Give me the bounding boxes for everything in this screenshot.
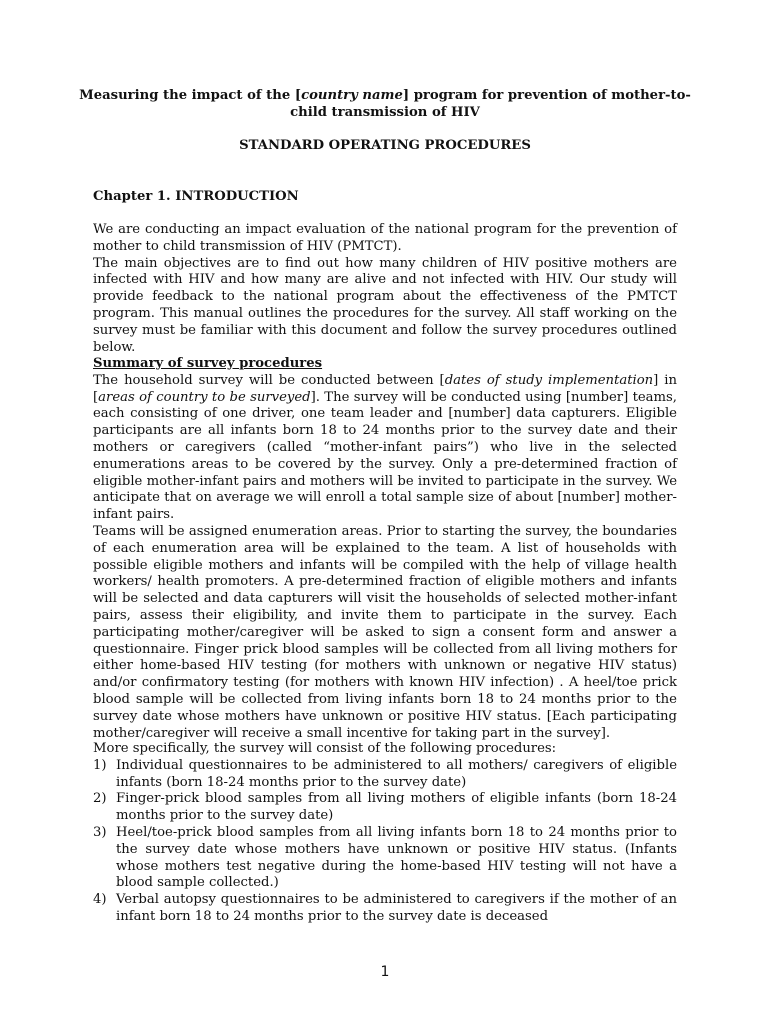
summary-text-3: ]. The survey will be conducted using [number] teams, each consisting of one driver, one team leader and [number] data capturers. Eligible participants are all infants born 18 to 24 months prior to the survey date and their mothers or caregivers (called “mother-infant pairs”) who live in the selected enumerations areas to be covered by the survey. Only a pre-determined fraction of eligible mother-infant pairs and mothers will be invited to participate in the survey. We anticipate that on average we will enroll a total sample size of about [number] mother-infant pairs.: [93, 389, 677, 523]
document-page: [79, 0, 691, 1024]
list-item-number: 3): [93, 824, 107, 840]
summary-dates-placeholder: dates of study implementation: [444, 372, 654, 388]
summary-text-2: ] in [: [93, 372, 677, 405]
list-item: [93, 825, 677, 892]
intro-paragraph-2: The main objectives are to find out how many children of HIV positive mothers are infected with HIV and how many are alive and not infected with HIV. Our study will provide feedback to the national program about the effectiveness of the PMTCT program. This manual outlines the procedures for the survey. All staff working on the survey must be familiar with this document and follow the survey procedures outlined below.: [93, 255, 677, 355]
title-text-end: ] program for prevention of mother-to-child transmission of HIV: [290, 88, 691, 120]
list-item: [93, 758, 677, 792]
list-item-text: Finger-prick blood samples from all living mothers of eligible infants (born 18-24 months prior to the survey date): [116, 791, 677, 824]
document-subtitle: STANDARD OPERATING PROCEDURES: [239, 138, 531, 153]
list-item: [93, 892, 677, 926]
title-text-start: Measuring the impact of the [: [79, 88, 302, 103]
summary-heading: Summary of survey procedures: [93, 356, 323, 371]
document-title: [63, 88, 707, 122]
procedures-list: [93, 758, 677, 926]
procedures-section: [93, 741, 677, 926]
teams-paragraph: Teams will be assigned enumeration areas. Prior to starting the survey, the boundaries of each enumeration area will be explained to the team. A list of households with possible eligible mothers and infants will be compiled with the help of village health workers/ health promoters. A pre-determined fraction of eligible mothers and infants will be selected and data capturers will visit the households of selected mother-infant pairs, assess their eligibility, and invite them to participate in the survey. Each participating mother/caregiver will be asked to sign a consent form and answer a questionnaire. Finger prick blood samples will be collected from all living mothers for either home-based HIV testing (for mothers with unknown or negative HIV status) and/or confirmatory testing (for mothers with known HIV infection) . A heel/toe prick blood sample will be collected from living infants born 18 to 24 months prior to the survey date whose mothers have unknown or positive HIV status. [Each participating mother/caregiver will receive a small incentive for taking part in the survey].: [93, 524, 677, 741]
page-number: 1: [380, 964, 390, 980]
summary-text-1: The household survey will be conducted between [: [93, 372, 445, 388]
list-item: [93, 791, 677, 825]
intro-section: [93, 222, 677, 356]
intro-paragraph-1: We are conducting an impact evaluation of the national program for the prevention of mother to child transmission of HIV (PMTCT).: [93, 222, 677, 254]
list-item-text: Heel/toe-prick blood samples from all living infants born 18 to 24 months prior to the survey date whose mothers have unknown or positive HIV status. (Infants whose mothers test negative during the home-based HIV testing will not have a blood sample collected.): [116, 824, 677, 891]
summary-section: [93, 356, 677, 524]
title-country-placeholder: country name: [301, 88, 403, 103]
summary-areas-placeholder: areas of country to be surveyed: [98, 389, 311, 405]
list-item-number: 4): [93, 892, 107, 908]
chapter-heading: Chapter 1. INTRODUCTION: [93, 189, 299, 204]
list-item-text: Individual questionnaires to be administered to all mothers/ caregivers of eligible infants (born 18-24 months prior to the survey date): [116, 757, 677, 790]
list-item-text: Verbal autopsy questionnaires to be administered to caregivers if the mother of an infant born 18 to 24 months prior to the survey date is deceased: [116, 892, 677, 924]
list-item-number: 1): [93, 757, 107, 773]
procedures-intro: More specifically, the survey will consist of the following procedures:: [93, 741, 557, 756]
list-item-number: 2): [93, 791, 107, 807]
summary-paragraph: [93, 373, 677, 524]
